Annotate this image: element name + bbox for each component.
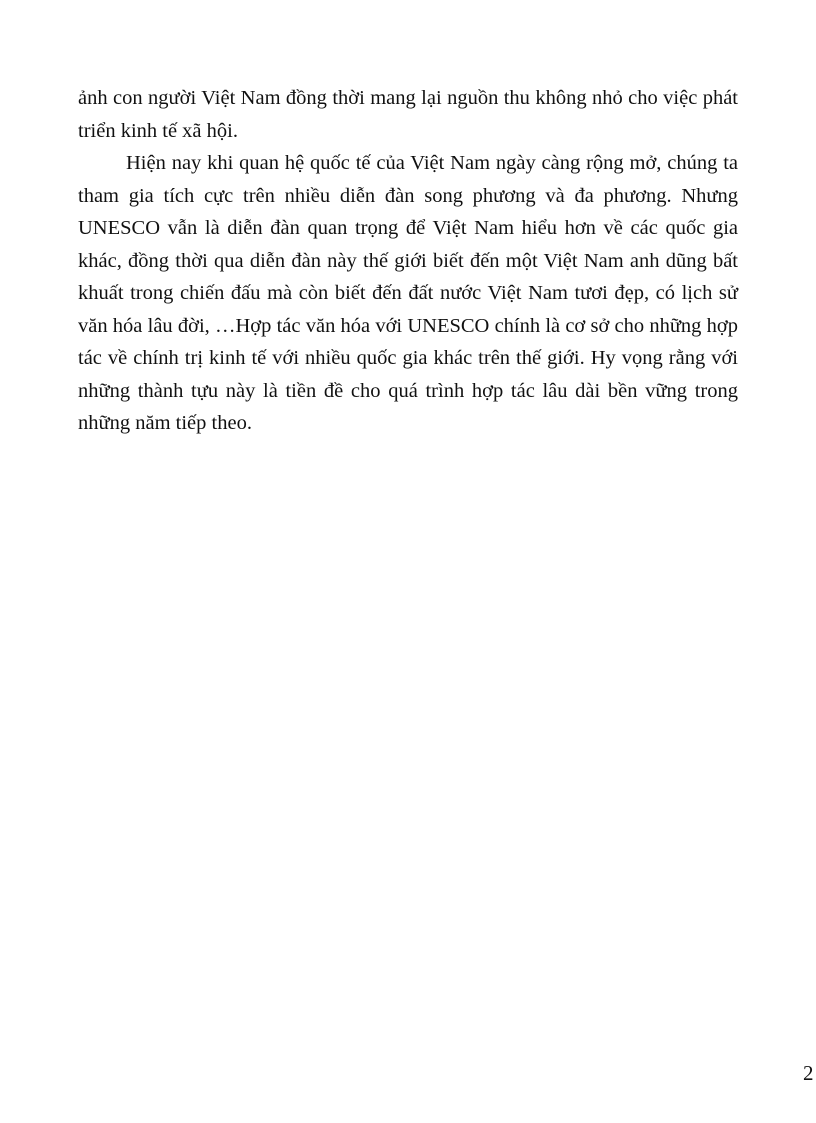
paragraph-continuation: ảnh con người Việt Nam đồng thời mang lại nguồn thu không nhỏ cho việc phát triển kinh tế xã hội. (78, 87, 738, 142)
page-number: 2 (803, 1061, 814, 1085)
body-text (78, 82, 738, 440)
paragraph-main: Hiện nay khi quan hệ quốc tế của Việt Nam ngày càng rộng mở, chúng ta tham gia tích cực trên nhiều diễn đàn song phương và đa phương. Nhưng UNESCO vẫn là diễn đàn quan trọng để Việt Nam hiểu hơn về các quốc gia khác, đồng thời qua diễn đàn này thế giới biết đến một Việt Nam anh dũng bất khuất trong chiến đấu mà còn biết đến đất nước Việt Nam tươi đẹp, có lịch sử văn hóa lâu đời, …Hợp tác văn hóa với UNESCO chính là cơ sở cho những hợp tác về chính trị kinh tế với nhiều quốc gia khác trên thế giới. Hy vọng rằng với những thành tựu này là tiền đề cho quá trình hợp tác lâu dài bền vững trong những năm tiếp theo. (78, 152, 738, 434)
